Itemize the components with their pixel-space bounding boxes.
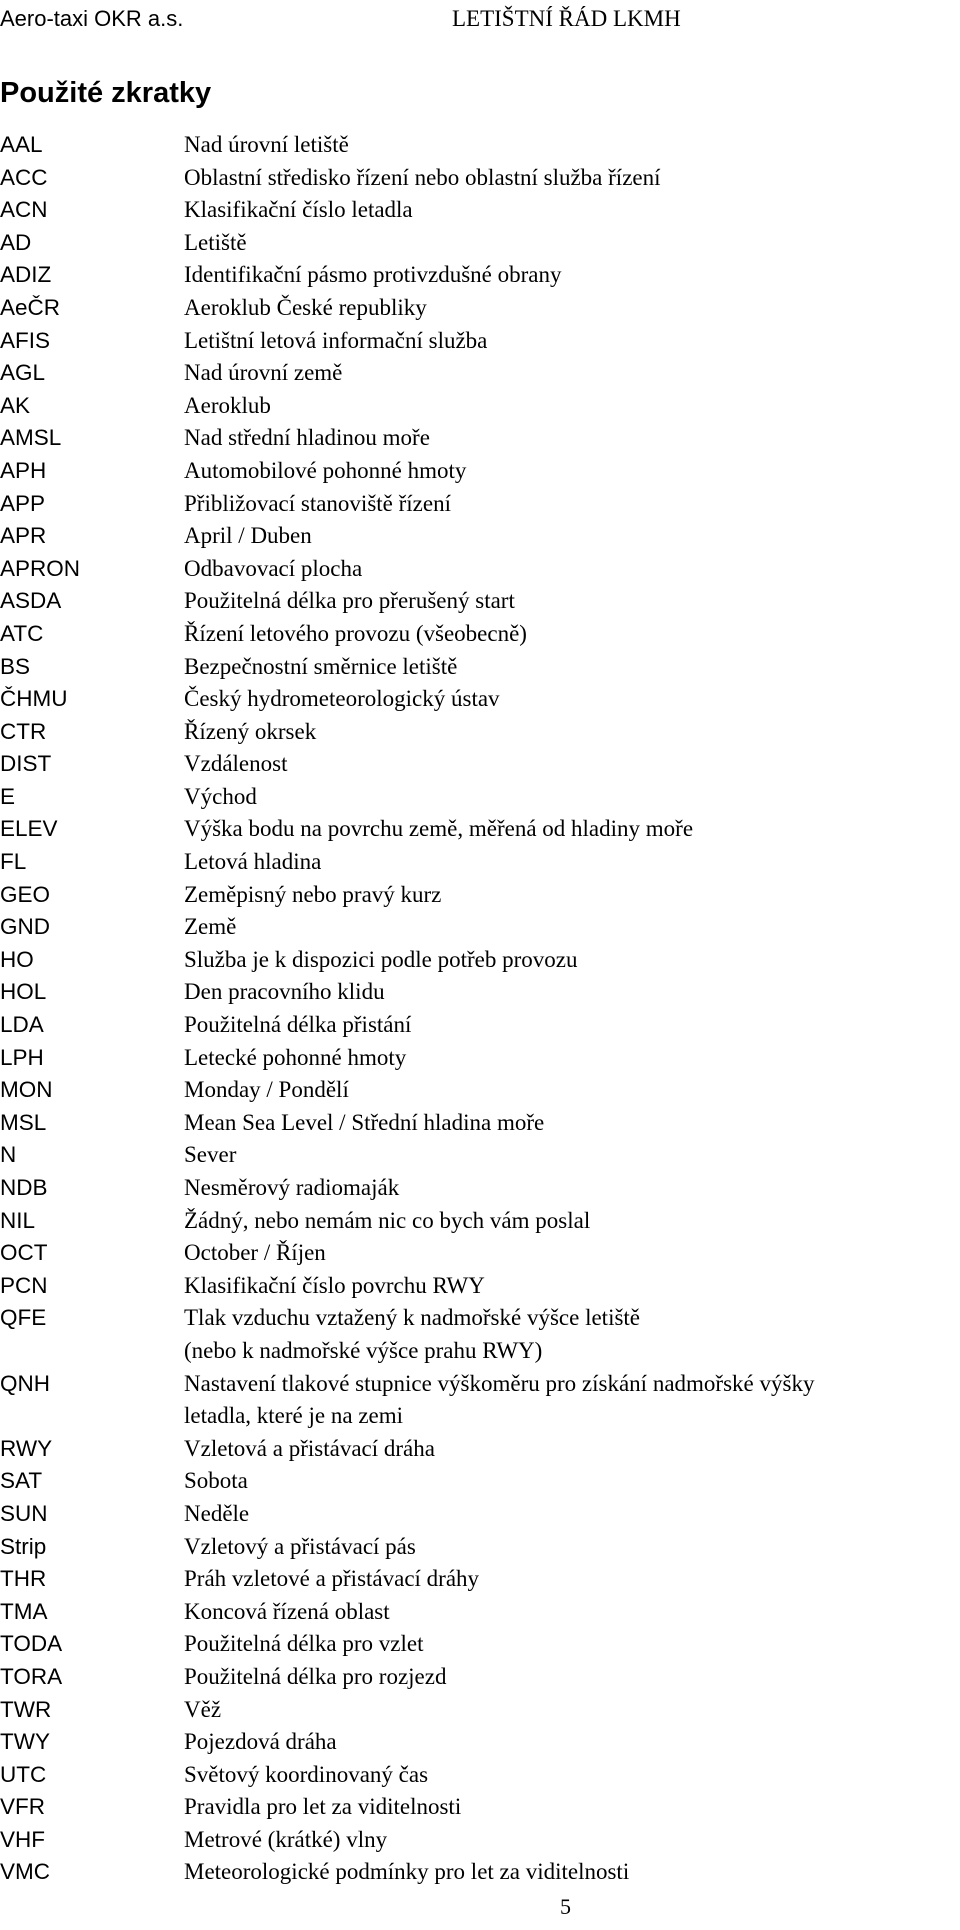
abbreviation-code: QFE bbox=[0, 1305, 47, 1331]
abbreviation-description: Přibližovací stanoviště řízení bbox=[184, 490, 451, 516]
abbreviation-code: AGL bbox=[0, 360, 46, 386]
abbreviation-row bbox=[0, 944, 960, 977]
abbreviation-code: N bbox=[0, 1142, 17, 1168]
abbreviation-description: Metrové (krátké) vlny bbox=[184, 1826, 388, 1852]
abbreviation-row bbox=[0, 1139, 960, 1172]
abbreviation-row bbox=[0, 1563, 960, 1596]
abbreviation-description: Monday / Pondělí bbox=[184, 1077, 349, 1103]
abbreviation-description: Odbavovací plocha bbox=[184, 555, 363, 581]
abbreviation-row bbox=[0, 292, 960, 325]
abbreviation-description: Nad úrovní letiště bbox=[184, 132, 349, 157]
abbreviation-code: OCT bbox=[0, 1240, 48, 1266]
abbreviation-code: APR bbox=[0, 523, 47, 549]
abbreviation-description: Tlak vzduchu vztažený k nadmořské výšce letiště (nebo k nadmořské výšce prahu RWY) bbox=[184, 1305, 641, 1363]
abbreviation-code: BS bbox=[0, 653, 31, 679]
abbreviation-row bbox=[0, 1302, 960, 1367]
abbreviation-row bbox=[0, 683, 960, 716]
abbreviation-code: LPH bbox=[0, 1044, 44, 1070]
abbreviation-description: Bezpečnostní směrnice letiště bbox=[184, 653, 458, 679]
abbreviation-description: October / Říjen bbox=[184, 1240, 326, 1266]
abbreviation-description: Letecké pohonné hmoty bbox=[184, 1044, 407, 1070]
abbreviation-code: E bbox=[0, 783, 16, 809]
abbreviation-code: DIST bbox=[0, 751, 52, 777]
abbreviation-description: Práh vzletové a přistávací dráhy bbox=[184, 1566, 480, 1592]
abbreviation-row bbox=[0, 1694, 960, 1727]
page-number: 5 bbox=[560, 1894, 571, 1919]
abbreviation-row bbox=[0, 1531, 960, 1564]
abbreviation-row bbox=[0, 455, 960, 488]
abbreviation-row bbox=[0, 618, 960, 651]
abbreviation-code: GEO bbox=[0, 881, 51, 907]
abbreviation-description: Sobota bbox=[184, 1468, 248, 1494]
abbreviation-row bbox=[0, 162, 960, 195]
company-name: Aero-taxi OKR a.s. bbox=[0, 6, 184, 31]
abbreviation-description: Východ bbox=[184, 783, 257, 809]
abbreviation-code: AAL bbox=[0, 132, 43, 157]
abbreviation-code: THR bbox=[0, 1566, 47, 1592]
abbreviation-code: ACC bbox=[0, 164, 48, 190]
abbreviation-description: Identifikační pásmo protivzdušné obrany bbox=[184, 262, 562, 288]
abbreviation-code: TWY bbox=[0, 1729, 50, 1755]
abbreviation-row bbox=[0, 813, 960, 846]
abbreviation-description: Použitelná délka pro vzlet bbox=[184, 1631, 424, 1657]
section-title: Použité zkratky bbox=[0, 77, 212, 109]
abbreviation-code: LDA bbox=[0, 1012, 44, 1038]
abbreviation-row bbox=[0, 129, 960, 162]
abbreviation-description: Mean Sea Level / Střední hladina moře bbox=[184, 1109, 545, 1135]
abbreviation-description: Automobilové pohonné hmoty bbox=[184, 457, 467, 483]
abbreviation-code: ČHMU bbox=[0, 686, 68, 712]
abbreviation-row bbox=[0, 1628, 960, 1661]
abbreviation-row bbox=[0, 1596, 960, 1629]
abbreviation-row bbox=[0, 1368, 960, 1433]
abbreviation-code: ACN bbox=[0, 197, 48, 223]
abbreviation-code: NIL bbox=[0, 1207, 36, 1233]
abbreviation-code: Strip bbox=[0, 1533, 47, 1559]
abbreviation-row bbox=[0, 488, 960, 521]
abbreviation-description: Výška bodu na povrchu země, měřená od hladiny moře bbox=[184, 816, 694, 842]
abbreviation-description: Použitelná délka pro přerušený start bbox=[184, 588, 515, 614]
abbreviation-description: Český hydrometeorologický ústav bbox=[184, 686, 500, 712]
abbreviation-description: Vzletový a přistávací pás bbox=[184, 1533, 416, 1559]
abbreviation-code: CTR bbox=[0, 718, 47, 744]
abbreviation-row bbox=[0, 846, 960, 879]
abbreviation-code: AK bbox=[0, 392, 31, 418]
abbreviation-description: Použitelná délka přistání bbox=[184, 1012, 412, 1038]
abbreviation-code: HO bbox=[0, 946, 34, 972]
abbreviation-row bbox=[0, 1074, 960, 1107]
abbreviation-row bbox=[0, 1465, 960, 1498]
abbreviation-row bbox=[0, 748, 960, 781]
abbreviation-row bbox=[0, 1270, 960, 1303]
abbreviation-description: Aeroklub České republiky bbox=[184, 294, 427, 320]
abbreviation-description: Meteorologické podmínky pro let za viditelnosti bbox=[184, 1859, 630, 1885]
abbreviation-code: AMSL bbox=[0, 425, 62, 451]
abbreviation-row bbox=[0, 390, 960, 423]
abbreviation-row bbox=[0, 227, 960, 260]
abbreviation-description: Neděle bbox=[184, 1500, 250, 1526]
abbreviation-row bbox=[0, 1824, 960, 1857]
abbreviation-description: Sever bbox=[184, 1142, 237, 1168]
document-title: LETIŠTNÍ ŘÁD LKMH bbox=[452, 6, 681, 31]
abbreviation-row bbox=[0, 325, 960, 358]
abbreviation-code: AD bbox=[0, 229, 32, 255]
abbreviation-description: Den pracovního klidu bbox=[184, 979, 385, 1005]
abbreviation-description: Vzletová a přistávací dráha bbox=[184, 1435, 435, 1461]
abbreviation-description: Zeměpisný nebo pravý kurz bbox=[184, 881, 442, 907]
abbreviation-description: Koncová řízená oblast bbox=[184, 1598, 390, 1624]
abbreviation-code: APP bbox=[0, 490, 46, 516]
abbreviation-description: Pojezdová dráha bbox=[184, 1729, 337, 1755]
abbreviation-row bbox=[0, 1237, 960, 1270]
abbreviation-code: ADIZ bbox=[0, 262, 52, 288]
abbreviation-code: MON bbox=[0, 1077, 53, 1103]
abbreviation-description: Nesměrový radiomaják bbox=[184, 1175, 400, 1200]
abbreviation-code: RWY bbox=[0, 1435, 53, 1461]
abbreviation-description: Oblastní středisko řízení nebo oblastní služba řízení bbox=[184, 164, 661, 190]
abbreviation-row bbox=[0, 1856, 960, 1889]
abbreviation-row bbox=[0, 1726, 960, 1759]
abbreviation-code: FL bbox=[0, 849, 27, 875]
abbreviation-code: AeČR bbox=[0, 294, 61, 320]
abbreviation-code: TODA bbox=[0, 1631, 63, 1657]
abbreviation-row bbox=[0, 1009, 960, 1042]
abbreviation-code: ASDA bbox=[0, 588, 62, 614]
abbreviation-row bbox=[0, 1172, 960, 1205]
abbreviation-description: Služba je k dispozici podle potřeb provozu bbox=[184, 946, 578, 972]
abbreviation-code: ATC bbox=[0, 620, 44, 646]
abbreviation-code: MSL bbox=[0, 1109, 47, 1135]
abbreviation-code: UTC bbox=[0, 1761, 47, 1787]
abbreviation-row bbox=[0, 911, 960, 944]
abbreviation-row bbox=[0, 1759, 960, 1792]
abbreviation-code: VMC bbox=[0, 1859, 50, 1885]
abbreviation-code: NDB bbox=[0, 1175, 48, 1200]
abbreviation-description: Země bbox=[184, 914, 237, 940]
abbreviation-description: Nad střední hladinou moře bbox=[184, 425, 430, 451]
abbreviation-code: GND bbox=[0, 914, 50, 940]
abbreviation-description: Klasifikační číslo letadla bbox=[184, 197, 413, 223]
abbreviation-row bbox=[0, 520, 960, 553]
abbreviation-row bbox=[0, 1205, 960, 1238]
abbreviation-code: HOL bbox=[0, 979, 47, 1005]
abbreviation-row bbox=[0, 716, 960, 749]
abbreviation-row bbox=[0, 1661, 960, 1694]
abbreviation-description: Vzdálenost bbox=[184, 751, 288, 777]
abbreviation-description: Nastavení tlakové stupnice výškoměru pro získání nadmořské výšky letadla, které je na zemi bbox=[184, 1370, 815, 1429]
abbreviation-code: AFIS bbox=[0, 327, 51, 353]
abbreviation-code: APH bbox=[0, 457, 47, 483]
abbreviation-description: Nad úrovní země bbox=[184, 360, 343, 386]
abbreviation-code: TWR bbox=[0, 1696, 52, 1722]
abbreviation-row bbox=[0, 651, 960, 684]
abbreviation-description: Klasifikační číslo povrchu RWY bbox=[184, 1272, 485, 1298]
abbreviation-row bbox=[0, 1042, 960, 1075]
abbreviation-row bbox=[0, 1498, 960, 1531]
abbreviation-description: Pravidla pro let za viditelnosti bbox=[184, 1794, 462, 1820]
abbreviation-list bbox=[0, 129, 960, 1889]
abbreviation-row bbox=[0, 781, 960, 814]
abbreviation-code: VFR bbox=[0, 1794, 45, 1820]
abbreviation-code: QNH bbox=[0, 1370, 50, 1396]
abbreviation-description: Světový koordinovaný čas bbox=[184, 1761, 429, 1787]
abbreviation-row bbox=[0, 879, 960, 912]
abbreviation-code: SUN bbox=[0, 1500, 48, 1526]
abbreviation-code: PCN bbox=[0, 1272, 48, 1298]
abbreviation-row bbox=[0, 553, 960, 586]
abbreviation-description: Letová hladina bbox=[184, 849, 322, 875]
abbreviation-description: Aeroklub bbox=[184, 392, 271, 418]
abbreviation-row bbox=[0, 1107, 960, 1140]
abbreviation-row bbox=[0, 357, 960, 390]
abbreviation-row bbox=[0, 259, 960, 292]
abbreviation-description: April / Duben bbox=[184, 523, 312, 549]
abbreviation-description: Řízený okrsek bbox=[184, 718, 317, 744]
abbreviation-row bbox=[0, 976, 960, 1009]
abbreviation-code: APRON bbox=[0, 555, 81, 581]
abbreviation-description: Letiště bbox=[184, 229, 247, 255]
abbreviation-row bbox=[0, 1433, 960, 1466]
abbreviation-code: TMA bbox=[0, 1598, 48, 1624]
abbreviation-row bbox=[0, 1791, 960, 1824]
page-header bbox=[0, 4, 960, 34]
abbreviation-code: SAT bbox=[0, 1468, 43, 1494]
abbreviation-description: Letištní letová informační služba bbox=[184, 327, 488, 353]
abbreviation-code: ELEV bbox=[0, 816, 58, 842]
abbreviation-row bbox=[0, 194, 960, 227]
abbreviation-row bbox=[0, 422, 960, 455]
abbreviation-code: VHF bbox=[0, 1826, 45, 1852]
abbreviation-description: Žádný, nebo nemám nic co bych vám poslal bbox=[184, 1207, 591, 1233]
abbreviation-description: Použitelná délka pro rozjezd bbox=[184, 1663, 447, 1689]
abbreviation-row bbox=[0, 585, 960, 618]
abbreviation-description: Řízení letového provozu (všeobecně) bbox=[184, 620, 527, 646]
abbreviation-description: Věž bbox=[184, 1696, 222, 1722]
abbreviation-code: TORA bbox=[0, 1663, 63, 1689]
